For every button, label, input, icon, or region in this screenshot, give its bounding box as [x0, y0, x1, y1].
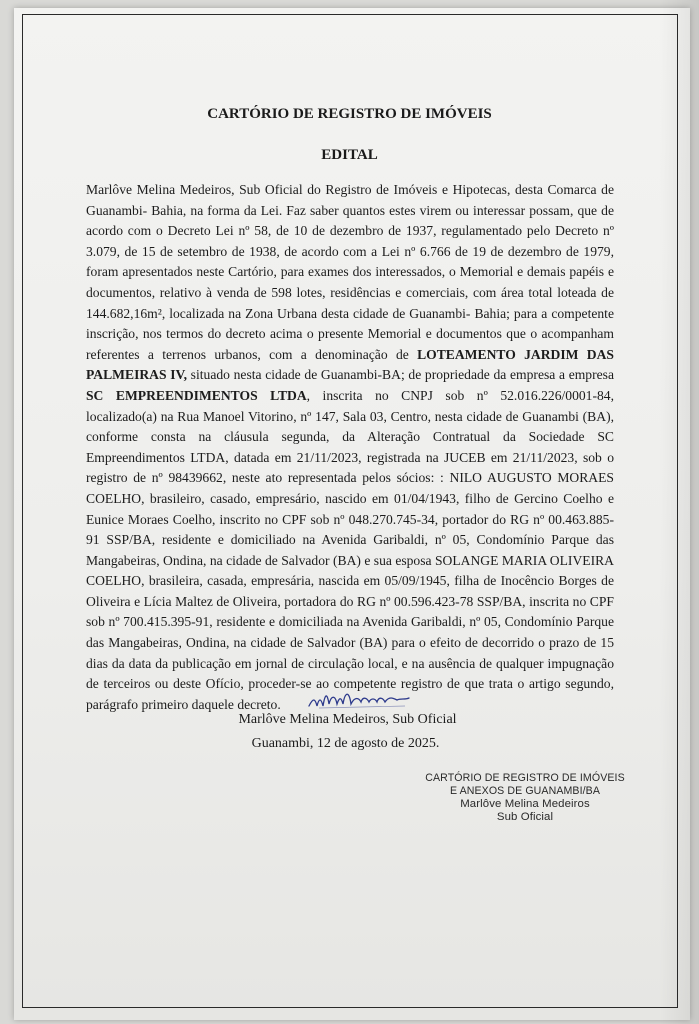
loteamento-name: LOTEAMENTO JARDIM DAS PALMEIRAS IV, [86, 346, 614, 383]
body-text-1: Marlôve Melina Medeiros, Sub Oficial do Registro de Imóveis e Hipotecas, desta Comarca de Guanambi- Bahia, na forma da Lei. Faz saber quantos estes virem ou interessar possam, que de acordo com o Decreto Lei nº 58, de 10 de dezembro de 1937, regulamentado pelo Decreto nº 3.079, de 15 de setembro de 1938, de acordo com a Lei nº 6.766 de 19 de dezembro de 1979, foram apresentados neste Cartório, para exames dos interessados, o Memorial e demais papéis e documentos, relativo à venda de 598 lotes, residências e comerciais, com área total loteada de 144.682,16m², localizada na Zona Urbana desta cidade de Guanambi- Bahia; para a competente inscrição, nos termos do decreto acima o presente Memorial e documentos que o acompanham referentes a terrenos urbanos, com a denominação de [86, 182, 614, 362]
stamp-line-1: CARTÓRIO DE REGISTRO DE IMÓVEIS [425, 772, 625, 784]
body-text-3: , inscrita no CNPJ sob nº 52.016.226/0001-84, localizado(a) na Rua Manoel Vitorino, nº 147, Sala 03, Centro, nesta cidade de Guanambi (BA), conforme consta na cláusula segunda, da Alteração Contratual da Sociedade SC Empreendimentos LTDA, datada em 21/11/2023, registrada na JUCEB em 21/11/2023, sob o registro de nº 98439662, neste ato representada pelos sócios: : NILO AUGUSTO MORAES COELHO, brasileiro, casado, empresário, nascido em 01/04/1943, filho de Gercino Coelho e Eunice Moraes Coelho, inscrito no CPF sob nº 048.270.745-34, portador do RG nº 00.463.885-91 SSP/BA, residente e domiciliado na Avenida Garibaldi, nº 05, Condomínio Parque das Mangabeiras, Ondina, na cidade de Salvador (BA) e sua esposa SOLANGE MARIA OLIVEIRA COELHO, brasileira, casada, empresária, nascida em 05/09/1945, filha de Inocêncio Borges de Oliveira e Lícia Maltez de Oliveira, portadora do RG nº 00.596.423-78 SSP/BA, inscrita no CPF sob nº 700.415.395-91, residente e domiciliada na Avenida Garibaldi, nº 05, Condomínio Parque das Mangabeiras, Ondina, na cidade de Salvador (BA) para o efeito de decorrido o prazo de 15 dias da data da publicação em jornal de circulação local, e na ausência de qualquer impugnação de terceiros ou deste Ofício, proceder-se ao competente registro de que trata o artigo segundo, parágrafo primeiro daquele decreto. [86, 387, 614, 712]
stamp-line-3: Marlôve Melina Medeiros [460, 798, 590, 810]
edital-body [86, 180, 614, 715]
document-title: CARTÓRIO DE REGISTRO DE IMÓVEIS [207, 106, 492, 122]
company-name: SC EMPREENDIMENTOS LTDA [86, 387, 307, 403]
stamp-line-4: Sub Oficial [496, 811, 554, 823]
edital-paragraph [86, 180, 614, 715]
document-subtitle: EDITAL [321, 147, 378, 163]
signature-date: Guanambi, 12 de agosto de 2025. [251, 736, 440, 751]
body-text-2: situado nesta cidade de Guanambi-BA; de propriedade da empresa a empresa [187, 367, 614, 383]
stamp-line-2: E ANEXOS DE GUANAMBI/BA [449, 785, 601, 797]
notary-stamp [425, 772, 625, 824]
handwritten-signature [305, 688, 415, 714]
signatory-name: Marlôve Melina Medeiros, Sub Oficial [238, 712, 457, 727]
